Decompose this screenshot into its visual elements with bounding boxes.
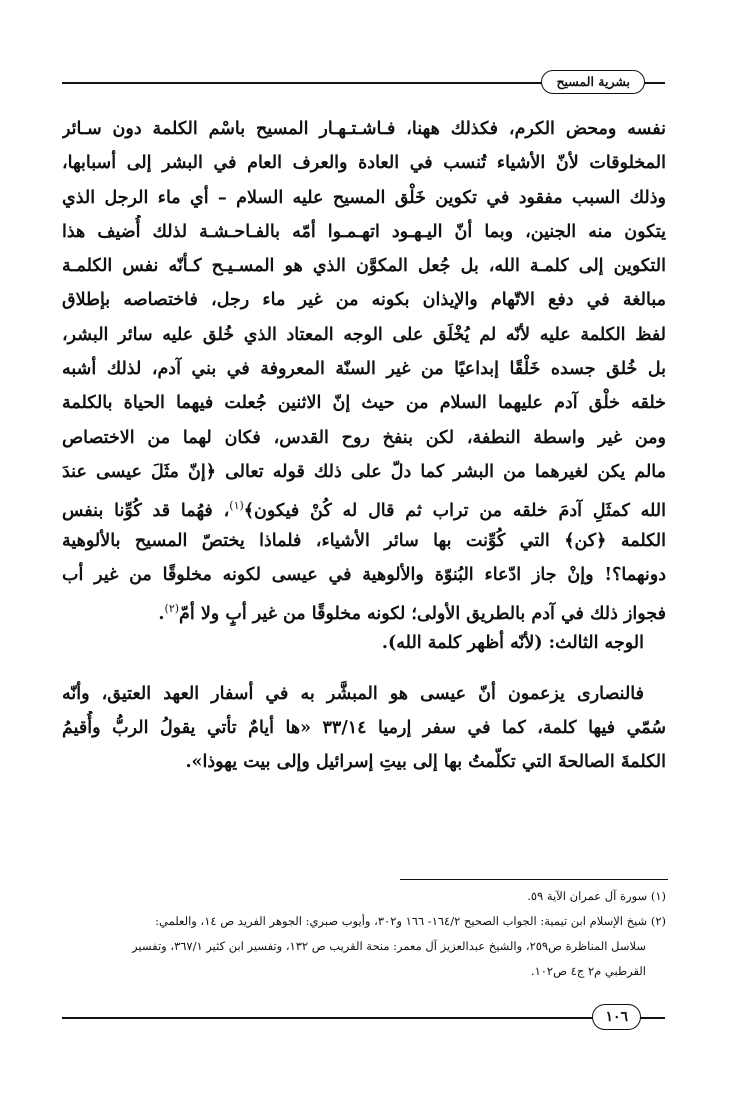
line-text: التي كُوِّنت بها سائر الأشياء، فلماذا يختصّ المسيح بالألوهية [62, 530, 565, 551]
text-line: دونهما؟! وإنْ جاز ادّعاء البُنوّة والألوهية في عيسى لكونه مخلوقًا من غير أب [62, 564, 666, 585]
text-line: نفسه ومحض الكرم، فكذلك ههنا، فـاشـتـهـار المسيح باسْم الكلمة دون سـائر [62, 119, 666, 139]
line-text: ، فهُما قد كُوِّنا بنفس [62, 501, 230, 522]
text-line: سُمّي فيها كلمة، كما في سفر إرميا ٣٣/١٤ «ها أيامٌ تأتي يقولُ الربُّ وأُقيمُ [62, 718, 666, 739]
text-line: لفظ الكلمة عليه لأنّه لم يُخْلَق على الوجه المعتاد الذي خُلق عليه سائر البشر، [62, 324, 666, 345]
text-line: التكوين إلى كلمـة الله، بل جُعل المكوَّن الذي هو المسـيـح كـأنّه نفس الكلمـة [62, 256, 666, 277]
text-line: فالنصارى يزعمون أنّ عيسى هو المبشَّر به في أسفار العهد العتيق، وأنّه [62, 683, 644, 704]
footer-rule [62, 1017, 665, 1019]
quran-verse-part1: ﴿إنّ مثَلَ عيسى عندَ [62, 461, 216, 482]
paragraph-gap [62, 661, 666, 677]
text-line: مبالغة في دفع الاتّهام والإيذان بكونه من غير ماء رجل، فاختصاصه بإطلاق [62, 290, 666, 311]
running-title: بشرية المسيح [541, 70, 645, 94]
line-text: مالم يكن لغيرهما من البشر كما دلّ على ذلك قوله تعالى [215, 461, 666, 482]
line-text: . [158, 603, 165, 624]
footnote-ref-2[interactable]: (٢) [164, 602, 180, 616]
footnote-2-cont: سلاسل المناظرة ص٢٥٩، والشيخ عبدالعزيز آل معمر: منحة القريب ص ١٣٢، وتفسير ابن كثير ٣٦٧/١، وتفسير [132, 939, 646, 953]
page-footer [62, 1004, 665, 1030]
line-text: فجواز ذلك في آدم بالطريق الأولى؛ لكونه مخلوقًا من غير أبٍ ولا أمّ [179, 603, 666, 624]
main-text [62, 112, 666, 780]
line-text: الكلمة [606, 530, 666, 551]
quran-word-kun: ﴿كن﴾ [564, 530, 607, 551]
text-line [62, 489, 666, 523]
footnote-2-cont: القرطبي م٢ ج٤ ص١٠٢. [530, 964, 646, 978]
text-line [62, 455, 666, 489]
text-line [62, 524, 666, 558]
quran-verse-part2: الله كمثَلِ آدمَ خلقه من تراب ثم قال له كُنْ فيكون﴾ [243, 501, 666, 522]
text-line: الكلمةَ الصالحةَ التي تكلّمتُ بها إلى بيتِ إسرائيل وإلى بيت يهوذا». [185, 752, 666, 773]
text-line: وذلك السبب مفقود في تكوين خَلْق المسيح عليه السلام – أي ماء الرجل الذي [62, 187, 666, 208]
footnote-1: (١) سورة آل عمران الآية ٥٩. [527, 889, 666, 903]
text-line: خلقه خلْق آدم عليهما السلام من حيث إنّ الاثنين جُعلت فيهما الحياة بالكلمة [62, 393, 666, 414]
footnotes [62, 884, 666, 984]
footnote-2: (٢) شيخ الإسلام ابن تيمية: الجواب الصحيح ١٦٤/٢- ١٦٦ و٣٠٢، وأيوب صبري: الجوهر الفريد ص ١٤، والعلمي: [155, 914, 666, 928]
footnote-separator [400, 879, 668, 880]
page-number: ١٠٦ [592, 1004, 641, 1030]
page-header [62, 70, 665, 94]
text-line: المخلوقات لأنّ الأشياء تُنسب في العادة والعرف العام في البشر إلى أسبابها، [62, 153, 666, 174]
text-line: بل خُلق جسده خَلْقًا إبداعيًا من غير السنّة المعروفة في بني آدم، لذلك أشبه [62, 359, 666, 380]
text-line: ومن غير واسطة النطفة، لكن بنفخ روح القدس، فكان لهما من الاختصاص [62, 427, 666, 448]
footnote-ref-1[interactable]: (١) [229, 499, 244, 513]
text-line [62, 592, 666, 626]
section-heading: الوجه الثالث: (لأنّه أظهر كلمة الله). [381, 633, 644, 654]
text-line: يتكون منه الجنين، وبما أنّ اليـهـود اتهـمـوا أمّه بالفـاحـشـة لذلك أُضيف هذا [62, 221, 666, 242]
